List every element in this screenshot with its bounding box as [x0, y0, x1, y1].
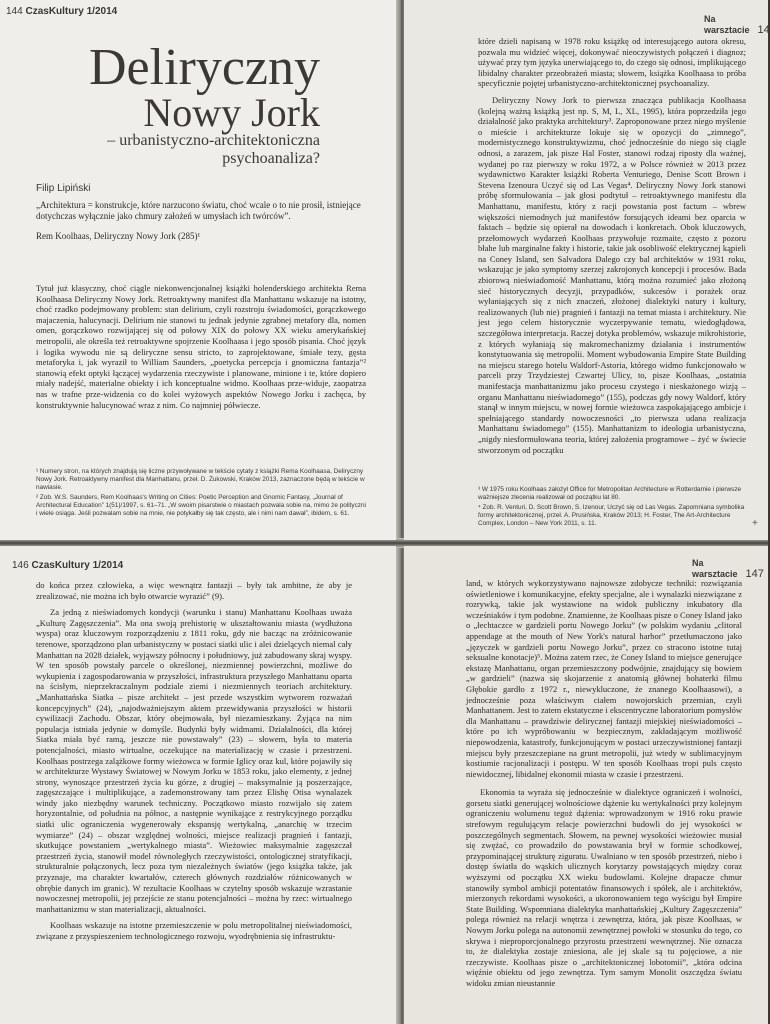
paragraph: land, w których wykorzystywano najnowsze zdobycze techniki: rozwiązania oświetleniowe i komunikacyjne, efekty specjalne, ale i wynalazki niezwiązane z rozrywką, takie jak wystawione na widok publiczny inkubatory dla wcześniaków i tym podobne. Znamienne, że Koolhaas pisze o Coney Island jako o „łechtaczce w gardzieli portu Nowego Jorku” (w polskim wydaniu „clitoral appendage at the mouth of New York's natural harbor” przetłumaczono jako „języczek w gardzieli portu Nowego Jorku”, przez co stracono istotne tutaj seksualne konotacje)⁵. Można zatem rzec, że Coney Island to miejsce generujące ekstazę Manhattanu, organ przemieszczony podwójnie, znajdujący się bowiem „w gardzieli” (nazwa się skojarzenie z anatomią głównej bohaterki filmu Głębokie gardło z 1972 r., niewykluczone, że znanego Koolhaasowi), a jednocześnie poza właściwym ciałem nowojorskich przemian, czyli Manhattanem. Jest to zatem ekstatyczne i ekscentryczne laboratorium pomysłów dla Manhattanu – prawdziwie delirycznej fantazji miejskiej nieświadomości – które po ich wypróbowaniu w bezpiecznym, zakładającym możliwość niepowodzenia, katastrofy, funkcjonującym w postaci urzeczywistnionej fantazji miejscu były przeszczepiane na grunt metropolii, już wtedy w sublimacyjnym kostiumie racjonalizacji i postępu. W ten sposób Koolhaas tropi puls często niewidocznej, libidalnej ekonomii miasta w czasie i przestrzeni.	[466, 578, 742, 779]
running-header	[704, 14, 770, 36]
article-title-line-1: Deliryczny	[88, 39, 320, 96]
issue-number: 1/2014	[92, 560, 124, 571]
page-number: 144	[6, 6, 23, 17]
page-number: 146	[12, 560, 29, 571]
epigraph-source: Rem Koolhaas, Deliryczny Nowy Jork (285)¹	[36, 231, 201, 241]
paragraph: Ekonomia ta wyraża się jednocześnie w dialektyce ograniczeń i wolności, gorsetu siatki generującej wolnościowe dążenie ku wertykalności przy kolejnym ograniczeniu wolumenu tegoż dążenia: wprowadzonym w 1916 roku prawie strefowym regulującym relacje powierzchni budowli do jej wysokości w poszczególnych segmentach. Słowem, na pewnej wysokości wieżowiec musiał się zwężać, co prowadziło do powstawania brył w formie schodkowej, przypominającej strukturę ziguratu. Uwalniano w ten sposób przestrzeń, niebo i dostęp światła do wąskich ulicznych korytarzy powstających między coraz wyższymi od początku XX wieku budowlami. Kolejne drapacze chmur stanowiły symbol ambicji potentatów finansowych i spółek, ale i architektów, mierzonych rekordami wysokości, a ukoronowaniem tego wyścigu był Empire State Building. Wspomniana dialektyka manhattańskiej „Kultury Zagęszczenia” polega również na relacji wnętrza i zewnętrza, która, jak pisze Koolhaas, w Nowym Jorku polega na autonomii zewnętrznej powłoki w stosunku do tego, co skrywa i nieproporcjonalnego przyrostu przestrzeni wewnętrznej. Nie oznacza to, że dialektyka zostaje zniesiona, ale jej skale są tu pojęciowe, a nie rzeczywiste. Koolhaas pisze o „architektonicznej lobotomii”, „która odcina więźnie obiektu od jego zewnętrza. Tym samym Monolit oszczędza światu widoku zmian nieustannie	[466, 787, 742, 988]
footnote-1: ¹ Numery stron, na których znajdują się liczne przywoływane w tekście cytaty z książki Rema Koolhaasa, Deliryczny Nowy Jork. Retroaktywny manifest dla Manhattanu, przeł. D. Żukowski, Kraków 2013, zaznaczone będą w tekście w nawiasie.	[36, 468, 365, 491]
epigraph	[36, 200, 366, 242]
paragraph: Za jedną z nieświadomych kondycji (warunku i stanu) Manhattanu Koolhaas uważa „Kulturę Zagęszczenia”. Ma ona swoją prehistorię w ukształtowaniu miasta (wydłużona wyspa) oraz kluczowym rozporządzeniu z 1811 roku, gdy nie bacząc na zróżnicowanie terenowe, sporządzono plan urbanistyczny w postaci siatki ulic i alei dzielących niemal cały Manhattan na 2028 działek, wyjąwszy północny i południowy, już zabudowany skraj wyspy. W ten sposób powstały parcele o określonej, niezmiennej powierzchni, możliwe do wykupienia i zagospodarowania w przyszłości, infrastruktura przyszłego Manhattanu oparta na ścisłym, nieprzekraczalnym podziale ziemi i niezmiennych teoriach architektury. „Manhattańska Siatka – pisze architekt – jest przede wszystkim wytworem rozważań koncepcyjnych” (24), „najodważniejszym aktem przewidywania przyszłości w historii cywilizacji Zachodu. Obszar, który obejmowała, był niezamieszkany. Żyjąca na nim populacja istniała jedynie w domyśle. Budynki były widmami. Działalności, dla której Siatka miała być ramą, jeszcze nie powstawały” (23) – słowem, była to materia potencjalności, miasto wirtualne, oczekujące na materializację w czasie i przestrzeni. Koolhaas postrzega zalążkowe formy wieżowca w formie Iglicy oraz kul, które pojawiły się w architekturze Wystawy Światowej w Nowym Jorku w 1853 roku, jako elementy, z jednej strony, wynoszące przestrzeń życia ku górze, z drugiej – maksymalnie ją poszerzające, zagęszczające i multiplikujące, a zademonstrowany tam przez Elishę Otisa wynalazek windy jako niezbędny warunek techniczny. Początkowo miasto rozwijało się zatem horyzontalnie, od południa na północ, a następnie wynikające z restrykcyjnego porządku siatki ulic ograniczenia wygenerowały ekspansję wertykalną, „anarchię w trzecim wymiarze” (24) – obszar względnej wolności, miejsce realizacji pragnień i fantazji, skutkujące powstaniem „wertykalnego miasta”. Wieżowiec maksymalnie zagęszczał przestrzeń życia, stanowił model równoległych rzeczywistości, ontologicznej stratyfikacji, strukturalnie połączonych, lecz poza tym niezależnych światów (jego książka także, jak przyznaje, ma charakter kwartałów, czterech głównych rozdziałów różnicowanych w obrębie danych im granic). W rezultacie Koolhaas w czytelny sposób wskazuje wzrastanie nowoczesnej metropolii, jej przejście ze stanu potencjalności – można by rzec: wirtualnego manhattanizmu w stan materializacji, aktualności.	[36, 607, 352, 914]
section-name: Na warsztacie	[692, 558, 738, 579]
paragraph: Deliryczny Nowy Jork to pierwsza znacząca publikacja Koolhaasa (kolejną ważną książką jest np. S, M, L, XL, 1995), która poprzedziła jego działalność jako praktyka architektury³. Zaproponowane przez niego myślenie o mieście i architekturze lokuje się w opozycji do „zimnego”, modernistycznego konstruktywizmu, choć jednocześnie do niego się ciągle odnosi, a zarazem, jak pisze Hal Foster, stanowi rodzaj riposty dla ważnej, wydanej po raz pierwszy w roku 1972, a w Polsce również w 2013 przez wydawnictwo Karakter książki Roberta Venturiego, Denise Scott Brown i Stevena Izenoura Uczyć się od Las Vegas⁴. Deliryczny Nowy Jork stanowi próbę sformułowania – jak głosi podtytuł – retroaktywnego manifestu dla Manhattanu, manifestu, który z racji powstania post factum – wbrew większości niemodnych już manifestów forsujących ideami bez oparcia w faktach – będzie się opierał na dowodach i konkretach. Obok kluczowych, przełomowych wydarzeń Koolhaas przywołuje rozmaite, często z pozoru błahe lub marginalne fakty i historie, takie jak osobliwość elektrycznej kąpieli na Coney Island, sen Salvadora Dalego czy bal architektów w 1931 roku, wskazując je jako symptomy szerzej zakrojonych koncepcji i procesów. Bada zbiorową nieświadomość Manhattanu, którą można rozumieć jako złożoną sieć historycznych decyzji, przypadków, sukcesów i porażek oraz wyłaniających się z nich znaczeń, złożonej dialektyki natury i kultury, realizowanych (lub nie) pragnień i fantazji na temat miasta i architektury. Nie jest jego celem historycznie wyczerpywanie tematu, wiedogłądowa, szczegółowa interpretacja. Raczej dotyka problemów, wskazuje mikrohistorie, z których wyłaniają się makromechanizmy działania i instrumentów konstytuowania się metropolii. Moment wybudowania Empire State Building na miejscu starego hotelu Waldorf-Astoria, którego widmo funkcjonowało w parceli przy Trzydziestej Czwartej Ulicy, to, pisze Koolhaas, „ostatnia manifestacja manhattanizmu jako procesu czystego i nieskażonego wizją – organu Manhattanu nieświadomego” (155), podczas gdy nowy Waldorf, który stanął w innym miejscu, w nowej formie wieżowca zaspokajającego ambicje i spełniającego standardy nowoczesności „to pierwsza udana realizacja Manhattanu świadomego” (155). Manhattanizm to ideologia urbanistyczna, „nigdy niesformułowana teoria, której założenia programowe – żyć w świecie stworzonym od początku	[478, 94, 746, 455]
journal-name: CzasKultury	[25, 6, 84, 17]
issue-number: 1/2014	[86, 6, 118, 17]
paragraph: Tytuł już klasyczny, choć ciągle niekonwencjonalnej książki holenderskiego architekta Rema Koolhaasa Deliryczny Nowy Jork. Retroaktywny manifest dla Manhattanu wskazuje na istotny, choć rzadko podejmowany problem: stan delirium, czyli rozstroju świadomości, gorączkowego majaczenia, halucynacji. Delirium nie stanowi tu jednak jedynie zgrabnej metafory dla, nomen omen, gorączkowo rozwijającej się od połowy XIX do połowy XX wieku amerykańskiej metropolii, ale określa też retroaktywne spojrzenie Koolhaasa i jego sposób pisania. Choć język i logika wywodu nie są deliryczne sensu stricto, to zaprojektowane, śmiałe tezy, gęsta metaforyka i, jak wyraził to William Saunders, „poetycka percepcja i gnomiczna fantazja”² stanowią efekt optyki łączącej wydarzenia rzeczywiste i planowane, minione i te, które dopiero miały nadejść, materialne obiekty i ich konceptualne widmo. Koolhaas prze-widuje, zaopatrza nas w trafne prze-widzenia co do kolei wyżowych aspektów Nowego Jorku i zachęca, by konstruktywnie halucynować wraz z nim. Co najmniej półwiecze.	[36, 283, 366, 410]
body-text	[478, 36, 746, 476]
paragraph: do końca przez człowieka, a więc wewnątrz fantazji – były tak ambitne, że aby je zrealizować, nie można ich było otwarcie wyrazić” (9).	[36, 580, 352, 601]
page-number: 14	[757, 24, 770, 36]
section-name: Na warsztacie	[704, 14, 750, 35]
author-name: Filip Lipiński	[36, 183, 91, 194]
footnote-3: ³ W 1975 roku Koolhaas założył Office for Metropolitan Architecture w Rotterdamie i pierwsze ważniejsze zlecenia realizował od początku lat 80.	[478, 486, 742, 501]
body-text	[36, 580, 352, 1020]
page-147	[404, 546, 768, 1024]
article-subtitle: – urbanistyczno-architektoniczna psychoanaliza?	[107, 132, 320, 167]
running-header	[6, 6, 117, 17]
page-144	[0, 0, 396, 540]
plus-mark: +	[752, 518, 758, 529]
footnote-2: ² Zob. W.S. Saunders, Rem Koolhaas's Writing on Cities: Poetic Perception and Gnomic Fantasy, „Journal of Architectural Education” 1(51)/1997, s. 61–71. „W swoim pisarstwie o miastach pozwala sobie na, mimo że polityczni i wiele osiąga. Jeśli pozwalam sobie na mnie, nie potykałby się tak często, ale i nimi nam dawał”, ibidem, s. 61.	[36, 494, 366, 517]
running-header	[692, 558, 768, 580]
footnotes	[36, 468, 366, 520]
page-145	[404, 0, 768, 540]
footnotes	[478, 486, 746, 530]
paragraph: Koolhaas wskazuje na istotne przemieszczenie w polu metropolitalnej nieświadomości, związane z przyspieszeniem technologicznego rozwoju, wyodrębnienia się infrastruktu-	[36, 920, 352, 941]
body-text	[36, 283, 366, 463]
page-146	[0, 546, 396, 1024]
paragraph: które dzieli napisaną w 1978 roku książkę od interesującego autora okresu, pozwala mu widzieć więcej, dokonywać nieoczywistych połączeń i diagnoz; używać przy tym języka unerwiającego to, do czego się odnosi, implikującego libidalny charakter przeobrażeń miasta; słowem, książka Koolhaasa to próba specyficznie pojętej urbanistyczno-architektonicznej psychoanalizy.	[478, 36, 746, 89]
footnote-4: ⁴ Zob. R. Venturi, D. Scott Brown, S. Izenour, Uczyć się od Las Vegas. Zapomniana symbolika formy architektonicznej, przeł. A. Prusińska, Kraków 2013; H. Foster, The Art-Architecture Complex, London – New York 2011, s. 11.	[478, 504, 745, 527]
journal-name: CzasKultury	[31, 560, 90, 571]
body-text	[466, 578, 742, 1018]
running-header	[12, 560, 123, 571]
page-number: 147	[745, 568, 764, 580]
article-title-line-2: Nowy Jork	[143, 90, 320, 135]
epigraph-text: „Architektura = konstrukcje, które narzucono światu, choć wcale o to nie prosił, istniejące dotychczas wyłącznie jako chmury założeń w umysłach ich twórców”.	[36, 200, 361, 221]
